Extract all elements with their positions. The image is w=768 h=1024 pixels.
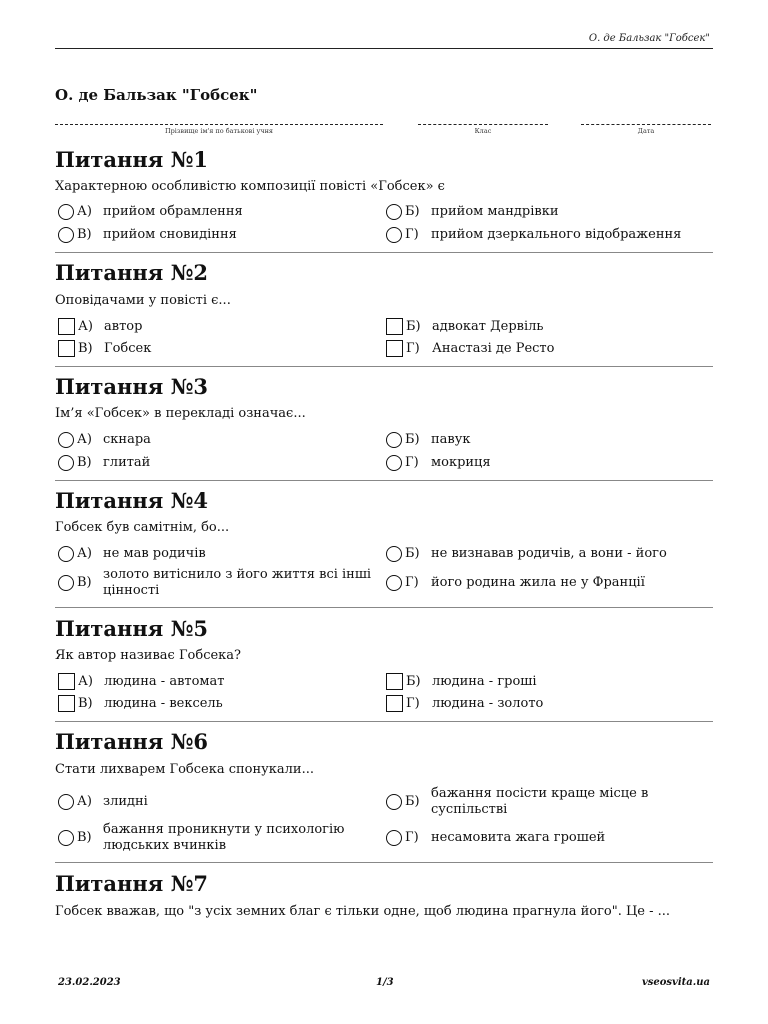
q2-option-d[interactable] [386,340,716,357]
name-caption: Прізвище ім'я по батькові учня [164,127,274,135]
radio-circle[interactable] [58,830,74,846]
option-text: людина - вексель [104,695,223,711]
option-text: Анастазі де Ресто [432,340,555,356]
option-text: прийом обрамлення [103,204,243,219]
option-text: людина - золото [432,695,544,711]
name-line [55,117,383,125]
checkbox-square[interactable] [58,695,75,712]
option-text: не мав родичів [103,546,206,561]
q2-option-a[interactable] [58,318,378,335]
option-letter: В) [77,575,92,590]
class-caption: Клас [474,127,492,135]
question-6-title: Питання №6 [55,729,209,754]
question-7-title: Питання №7 [55,871,209,896]
option-text: несамовита жага грошей [431,830,606,845]
q1-option-a[interactable] [58,204,378,220]
question-separator [55,366,713,367]
radio-circle[interactable] [58,204,74,220]
option-letter: Б) [406,318,421,334]
option-letter: В) [78,695,93,711]
option-letter: А) [77,432,92,447]
question-4-title: Питання №4 [55,488,209,513]
option-text: прийом сновидіння [103,227,237,242]
option-letter: Б) [406,673,421,689]
option-letter: Б) [405,204,420,219]
q6-option-d[interactable] [386,830,716,846]
checkbox-square[interactable] [386,318,403,335]
q2-option-b[interactable] [386,318,716,335]
option-letter: А) [77,204,92,219]
radio-circle[interactable] [386,546,402,562]
option-text: бажання проникнути у психологію людських вчинків [103,822,345,853]
option-text: золото витіснило з його життя всі інші цінності [103,567,372,598]
option-letter: А) [77,794,92,809]
q3-option-d[interactable] [386,455,716,471]
option-letter: В) [77,455,92,470]
question-5-title: Питання №5 [55,616,209,641]
q4-option-b[interactable] [386,546,716,562]
option-text: людина - гроші [432,673,537,689]
radio-circle[interactable] [386,227,402,243]
q1-option-c[interactable] [58,227,378,243]
q4-option-c[interactable] [58,567,378,599]
option-letter: В) [77,227,92,242]
option-letter: Б) [405,432,420,447]
question-separator [55,480,713,481]
option-letter: Г) [405,575,419,590]
radio-circle[interactable] [58,227,74,243]
footer-date: 23.02.2023 [58,977,121,988]
radio-circle[interactable] [58,794,74,810]
checkbox-square[interactable] [58,318,75,335]
option-text: скнара [103,432,151,447]
option-letter: Г) [405,455,419,470]
question-2-text: Оповідачами у повісті є... [55,293,231,308]
question-separator [55,721,713,722]
question-1-title: Питання №1 [55,147,209,172]
option-text: не визнавав родичів, а вони - його [431,546,667,561]
question-3-text: Ім’я «Гобсек» в перекладі означає... [55,406,306,421]
date-line [581,117,711,125]
q1-option-d[interactable] [386,227,716,243]
checkbox-square[interactable] [386,673,403,690]
footer-site[interactable]: vseosvita.ua [641,977,710,988]
question-separator [55,252,713,253]
option-letter: В) [78,340,93,356]
q5-option-a[interactable] [58,673,378,690]
option-letter: Г) [405,830,419,845]
question-2-title: Питання №2 [55,260,209,285]
option-letter: А) [77,546,92,561]
q6-option-b[interactable] [386,786,716,818]
checkbox-square[interactable] [58,340,75,357]
option-text: мокриця [431,455,491,470]
q3-option-c[interactable] [58,455,378,471]
question-4-text: Гобсек був самітнім, бо... [55,520,230,535]
q6-option-c[interactable] [58,822,378,854]
option-text: Гобсек [104,340,152,356]
question-separator [55,607,713,608]
checkbox-square[interactable] [386,695,403,712]
radio-circle[interactable] [386,794,402,810]
q5-option-c[interactable] [58,695,378,712]
option-letter: Г) [406,340,420,356]
footer-page-number: 1/3 [376,977,394,988]
worksheet-title: О. де Бальзак "Гобсек" [55,86,258,104]
option-text: павук [431,432,471,447]
option-text: людина - автомат [104,673,225,689]
radio-circle[interactable] [386,204,402,220]
checkbox-square[interactable] [58,673,75,690]
date-caption: Дата [637,127,655,135]
header-rule [55,48,713,49]
running-header: О. де Бальзак "Гобсек" [588,33,710,44]
radio-circle[interactable] [386,432,402,448]
option-letter: Б) [405,546,420,561]
option-letter: А) [78,673,93,689]
student-name-field[interactable] [55,117,383,137]
option-letter: А) [78,318,93,334]
radio-circle[interactable] [58,432,74,448]
option-text: автор [104,318,143,334]
class-field[interactable] [418,117,548,137]
q2-option-c[interactable] [58,340,378,357]
radio-circle[interactable] [58,455,74,471]
question-1-text: Характерною особливістю композиції повісті «Гобсек» є [55,179,445,194]
radio-circle[interactable] [58,546,74,562]
q4-option-a[interactable] [58,546,378,562]
question-5-text: Як автор називає Гобсека? [55,648,242,663]
option-letter: В) [77,830,92,845]
option-text: глитай [103,455,151,470]
option-text: його родина жила не у Франції [431,575,645,590]
date-field[interactable] [581,117,711,137]
radio-circle[interactable] [386,455,402,471]
q5-option-b[interactable] [386,673,716,690]
radio-circle[interactable] [386,830,402,846]
radio-circle[interactable] [58,575,74,591]
option-text: бажання посісти краще місце в суспільстві [431,786,649,817]
option-text: прийом мандрівки [431,204,559,219]
q4-option-d[interactable] [386,575,716,591]
option-letter: Б) [405,794,420,809]
option-text: адвокат Дервіль [432,318,544,334]
option-letter: Г) [406,695,420,711]
q3-option-a[interactable] [58,432,378,448]
question-7-text: Гобсек вважав, що "з усіх земних благ є тільки одне, щоб людина прагнула його". Це - ... [55,904,671,919]
question-6-text: Стати лихварем Гобсека спонукали... [55,762,314,777]
option-letter: Г) [405,227,419,242]
class-line [418,117,548,125]
checkbox-square[interactable] [386,340,403,357]
option-text: прийом дзеркального відображення [431,227,682,242]
q5-option-d[interactable] [386,695,716,712]
option-text: злидні [103,794,148,809]
q3-option-b[interactable] [386,432,716,448]
question-3-title: Питання №3 [55,374,209,399]
radio-circle[interactable] [386,575,402,591]
q1-option-b[interactable] [386,204,716,220]
question-separator [55,862,713,863]
q6-option-a[interactable] [58,794,378,810]
